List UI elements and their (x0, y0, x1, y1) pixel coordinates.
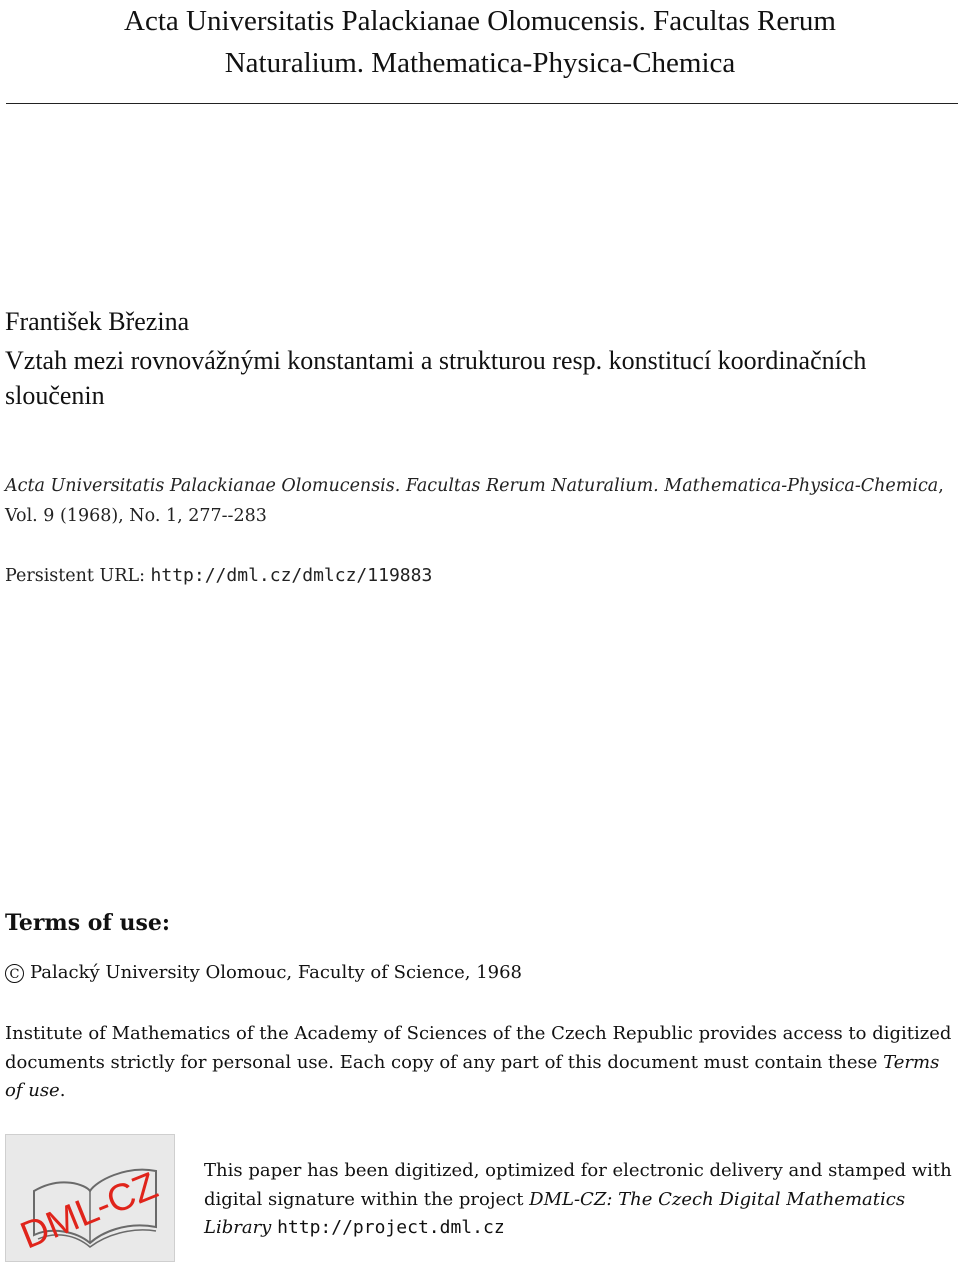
terms-notice (5, 1020, 955, 1106)
copyright-icon: C (5, 964, 24, 983)
digitization-notice (204, 1157, 954, 1243)
project-url-link[interactable]: http://project.dml.cz (277, 1217, 505, 1238)
article-title: Vztah mezi rovnovážnými konstantami a strukturou resp. konstitucí koordinačních sloučenin (5, 346, 867, 410)
digitization-text: This paper has been digitized, optimized for electronic delivery and stamped with digital signature within the project (204, 1160, 952, 1210)
terms-notice-italic: Terms of use (5, 1051, 940, 1101)
persistent-url (5, 561, 432, 591)
article-author: František Březina (5, 307, 190, 336)
header-divider (6, 103, 958, 104)
dml-cz-logo-icon (6, 1135, 174, 1261)
terms-notice-text: Institute of Mathematics of the Academy of Sciences of the Czech Republic provides access to digitized documents strictly for personal use. Each copy of any part of this document must contain these (5, 1023, 952, 1073)
persistent-url-link[interactable]: http://dml.cz/dmlcz/119883 (150, 565, 433, 586)
project-name: DML-CZ: The Czech Digital Mathematics Library (204, 1188, 906, 1238)
journal-header-line-2: Naturalium. Mathematica-Physica-Chemica (224, 47, 736, 79)
copyright-text: Palacký University Olomouc, Faculty of Science, 1968 (30, 962, 523, 983)
terms-notice-end: . (59, 1080, 66, 1101)
journal-header-line-1: Acta Universitatis Palackianae Olomucensis. Facultas Rerum (124, 5, 836, 37)
terms-heading: Terms of use: (5, 910, 171, 936)
citation (5, 471, 955, 531)
persistent-url-label: Persistent URL: (5, 566, 151, 586)
dml-cz-logo-text: DML-CZ (14, 1164, 164, 1258)
citation-journal: Acta Universitatis Palackianae Olomucensis. Facultas Rerum Naturalium. Mathematica-Physica-Chemica (5, 476, 939, 496)
journal-header (0, 0, 960, 84)
citation-volume-pages: , Vol. 9 (1968), No. 1, 277--283 (5, 476, 944, 526)
copyright-line (5, 958, 522, 988)
dml-cz-logo (5, 1134, 175, 1262)
